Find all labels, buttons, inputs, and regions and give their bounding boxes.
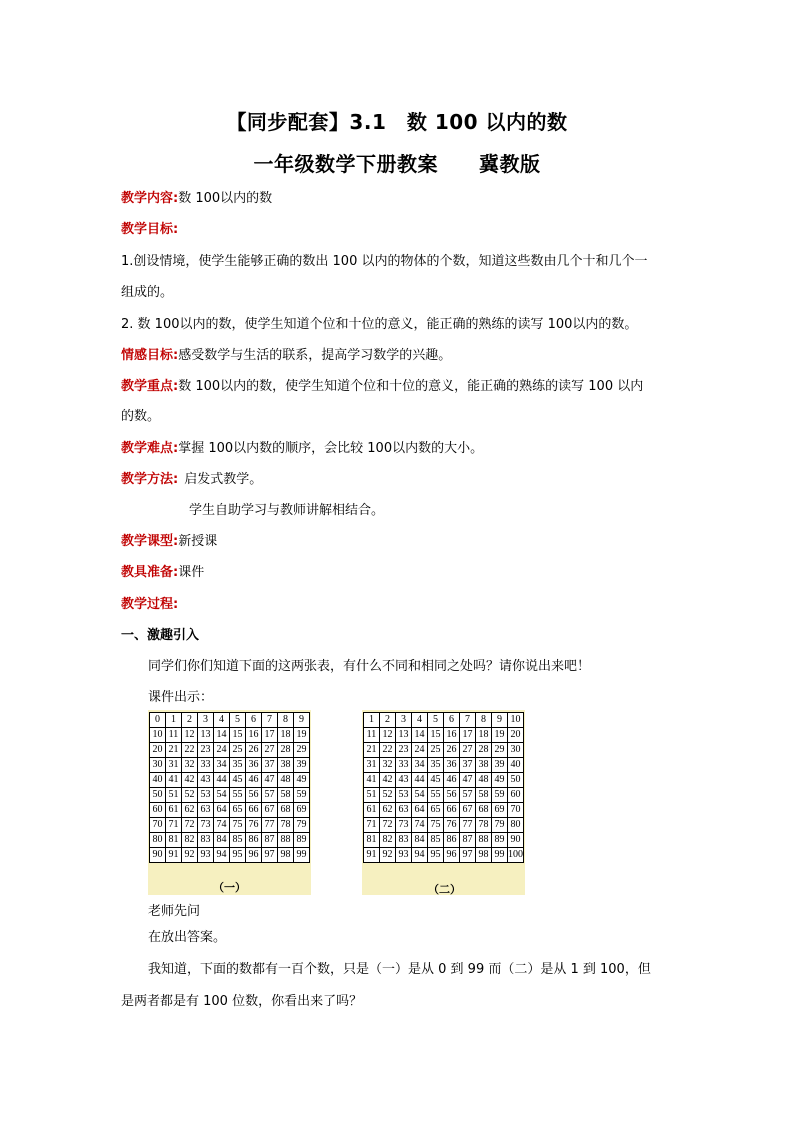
number-cell: 93 — [198, 848, 214, 863]
number-cell: 24 — [214, 743, 230, 758]
number-cell: 10 — [150, 728, 166, 743]
table-row — [150, 833, 310, 848]
number-cell: 5 — [230, 713, 246, 728]
number-cell: 78 — [278, 818, 294, 833]
difficulty-text: 掌握 100以内数的顺序，会比较 100以内数的大小。 — [178, 441, 484, 456]
number-cell: 34 — [214, 758, 230, 773]
number-cell: 97 — [262, 848, 278, 863]
number-cell: 24 — [412, 743, 428, 758]
number-cell: 25 — [230, 743, 246, 758]
number-cell: 30 — [508, 743, 524, 758]
content-label: 教学内容: — [121, 191, 179, 206]
number-cell: 76 — [444, 818, 460, 833]
give-answer-line: 在放出答案。 — [148, 930, 227, 945]
number-cell: 39 — [294, 758, 310, 773]
number-cell: 4 — [214, 713, 230, 728]
number-cell: 42 — [182, 773, 198, 788]
goals-label-line — [121, 218, 178, 237]
number-cell: 36 — [444, 758, 460, 773]
goal1-line2: 组成的。 — [121, 285, 174, 300]
number-cell: 12 — [182, 728, 198, 743]
number-cell: 2 — [380, 713, 396, 728]
number-cell: 27 — [262, 743, 278, 758]
number-cell: 11 — [166, 728, 182, 743]
number-cell: 83 — [198, 833, 214, 848]
number-cell: 38 — [278, 758, 294, 773]
table-row — [364, 833, 524, 848]
content-line — [121, 187, 272, 206]
table-row — [150, 728, 310, 743]
table-row — [150, 713, 310, 728]
table-row — [364, 818, 524, 833]
number-cell: 67 — [460, 803, 476, 818]
goals-label: 教学目标: — [121, 222, 179, 237]
number-cell: 4 — [412, 713, 428, 728]
number-cell: 42 — [380, 773, 396, 788]
number-cell: 64 — [214, 803, 230, 818]
number-cell: 22 — [182, 743, 198, 758]
number-cell: 74 — [412, 818, 428, 833]
number-cell: 57 — [262, 788, 278, 803]
method-line — [121, 468, 262, 487]
number-cell: 76 — [246, 818, 262, 833]
number-cell: 9 — [492, 713, 508, 728]
number-table-0-99 — [149, 712, 310, 863]
number-cell: 91 — [166, 848, 182, 863]
table-row — [364, 713, 524, 728]
number-cell: 7 — [460, 713, 476, 728]
number-cell: 79 — [492, 818, 508, 833]
number-cell: 44 — [214, 773, 230, 788]
number-cell: 68 — [278, 803, 294, 818]
number-cell: 94 — [412, 848, 428, 863]
number-cell: 80 — [150, 833, 166, 848]
number-cell: 48 — [278, 773, 294, 788]
number-cell: 13 — [198, 728, 214, 743]
answer-line2: 是两者都是有 100 位数，你看出来了吗？ — [121, 994, 363, 1009]
number-cell: 87 — [460, 833, 476, 848]
number-cell: 41 — [364, 773, 380, 788]
number-cell: 17 — [262, 728, 278, 743]
number-cell: 19 — [294, 728, 310, 743]
number-cell: 75 — [428, 818, 444, 833]
number-cell: 23 — [396, 743, 412, 758]
number-cell: 31 — [166, 758, 182, 773]
number-cell: 61 — [166, 803, 182, 818]
number-cell: 84 — [412, 833, 428, 848]
number-cell: 44 — [412, 773, 428, 788]
number-cell: 31 — [364, 758, 380, 773]
number-cell: 25 — [428, 743, 444, 758]
number-cell: 3 — [396, 713, 412, 728]
number-cell: 21 — [364, 743, 380, 758]
number-cell: 80 — [508, 818, 524, 833]
number-cell: 40 — [150, 773, 166, 788]
process-label: 教学过程: — [121, 597, 179, 612]
number-cell: 60 — [150, 803, 166, 818]
number-cell: 69 — [294, 803, 310, 818]
tools-label: 教具准备: — [121, 565, 179, 580]
number-cell: 54 — [412, 788, 428, 803]
number-cell: 3 — [198, 713, 214, 728]
table-row — [150, 788, 310, 803]
number-table-1-100 — [363, 712, 524, 863]
number-cell: 9 — [294, 713, 310, 728]
number-cell: 48 — [476, 773, 492, 788]
number-cell: 65 — [230, 803, 246, 818]
number-cell: 81 — [364, 833, 380, 848]
number-cell: 64 — [412, 803, 428, 818]
number-cell: 13 — [396, 728, 412, 743]
difficulty-line — [121, 437, 483, 456]
number-cell: 63 — [198, 803, 214, 818]
number-cell: 52 — [380, 788, 396, 803]
number-cell: 2 — [182, 713, 198, 728]
number-cell: 53 — [396, 788, 412, 803]
method-label: 教学方法: — [121, 472, 179, 487]
number-cell: 53 — [198, 788, 214, 803]
table-row — [150, 743, 310, 758]
number-cell: 11 — [364, 728, 380, 743]
number-cell: 86 — [246, 833, 262, 848]
number-cell: 56 — [246, 788, 262, 803]
table-row — [364, 743, 524, 758]
number-cell: 89 — [294, 833, 310, 848]
number-cell: 27 — [460, 743, 476, 758]
number-cell: 97 — [460, 848, 476, 863]
number-cell: 54 — [214, 788, 230, 803]
number-cell: 67 — [262, 803, 278, 818]
number-cell: 40 — [508, 758, 524, 773]
number-cell: 38 — [476, 758, 492, 773]
number-cell: 5 — [428, 713, 444, 728]
number-cell: 78 — [476, 818, 492, 833]
number-cell: 29 — [492, 743, 508, 758]
number-cell: 8 — [278, 713, 294, 728]
number-cell: 82 — [182, 833, 198, 848]
process-line — [121, 593, 178, 612]
number-cell: 88 — [476, 833, 492, 848]
number-cell: 95 — [230, 848, 246, 863]
emotion-text: 感受数学与生活的联系，提高学习数学的兴趣。 — [178, 348, 452, 363]
difficulty-label: 教学难点: — [121, 441, 179, 456]
number-cell: 58 — [278, 788, 294, 803]
number-cell: 72 — [182, 818, 198, 833]
number-cell: 7 — [262, 713, 278, 728]
number-cell: 91 — [364, 848, 380, 863]
table-row — [150, 773, 310, 788]
number-cell: 45 — [428, 773, 444, 788]
number-cell: 14 — [412, 728, 428, 743]
number-cell: 62 — [182, 803, 198, 818]
number-cell: 30 — [150, 758, 166, 773]
number-cell: 49 — [294, 773, 310, 788]
number-cell: 96 — [444, 848, 460, 863]
number-cell: 16 — [246, 728, 262, 743]
number-cell: 71 — [364, 818, 380, 833]
number-cell: 94 — [214, 848, 230, 863]
number-cell: 15 — [230, 728, 246, 743]
number-cell: 92 — [380, 848, 396, 863]
number-cell: 8 — [476, 713, 492, 728]
number-cell: 74 — [214, 818, 230, 833]
number-cell: 81 — [166, 833, 182, 848]
number-cell: 21 — [166, 743, 182, 758]
document-subtitle: 一年级数学下册教案 冀教版 — [253, 152, 541, 176]
number-cell: 0 — [150, 713, 166, 728]
number-cell: 36 — [246, 758, 262, 773]
number-cell: 18 — [476, 728, 492, 743]
method-line2: 学生自助学习与教师讲解相结合。 — [189, 503, 385, 518]
number-cell: 12 — [380, 728, 396, 743]
number-cell: 43 — [198, 773, 214, 788]
tools-line — [121, 561, 204, 580]
number-cell: 79 — [294, 818, 310, 833]
number-cell: 96 — [246, 848, 262, 863]
emotion-line — [121, 344, 451, 363]
number-cell: 92 — [182, 848, 198, 863]
number-cell: 18 — [278, 728, 294, 743]
number-cell: 33 — [396, 758, 412, 773]
number-cell: 46 — [246, 773, 262, 788]
number-cell: 41 — [166, 773, 182, 788]
type-line — [121, 530, 217, 549]
number-cell: 45 — [230, 773, 246, 788]
number-cell: 34 — [412, 758, 428, 773]
number-cell: 23 — [198, 743, 214, 758]
number-cell: 90 — [150, 848, 166, 863]
question-line: 同学们你们知道下面的这两张表，有什么不同和相同之处吗？请你说出来吧！ — [148, 659, 591, 674]
number-cell: 50 — [508, 773, 524, 788]
number-cell: 72 — [380, 818, 396, 833]
content-text: 数 100以内的数 — [178, 191, 273, 206]
number-tables-figure — [148, 710, 525, 895]
method-text: 启发式教学。 — [184, 472, 263, 487]
number-cell: 100 — [508, 848, 524, 863]
goal1-line1: 1.创设情境，使学生能够正确的数出 100 以内的物体的个数，知道这些数由几个十和几个一 — [121, 254, 648, 269]
number-cell: 28 — [476, 743, 492, 758]
number-cell: 73 — [396, 818, 412, 833]
number-cell: 49 — [492, 773, 508, 788]
number-cell: 26 — [246, 743, 262, 758]
number-cell: 22 — [380, 743, 396, 758]
number-cell: 57 — [460, 788, 476, 803]
tools-text: 课件 — [178, 565, 205, 580]
number-cell: 29 — [294, 743, 310, 758]
key-label: 教学重点: — [121, 379, 179, 394]
number-cell: 47 — [460, 773, 476, 788]
number-cell: 71 — [166, 818, 182, 833]
number-cell: 66 — [444, 803, 460, 818]
number-cell: 68 — [476, 803, 492, 818]
number-cell: 47 — [262, 773, 278, 788]
number-cell: 60 — [508, 788, 524, 803]
goal2-line: 2. 数 100以内的数，使学生知道个位和十位的意义，能正确的熟练的读写 100以内的数。 — [121, 317, 638, 332]
table-row — [364, 803, 524, 818]
number-cell: 66 — [246, 803, 262, 818]
number-cell: 1 — [166, 713, 182, 728]
number-cell: 32 — [182, 758, 198, 773]
show-line: 课件出示： — [148, 690, 214, 705]
number-cell: 62 — [380, 803, 396, 818]
number-cell: 73 — [198, 818, 214, 833]
number-cell: 59 — [492, 788, 508, 803]
number-cell: 35 — [230, 758, 246, 773]
number-cell: 75 — [230, 818, 246, 833]
number-cell: 51 — [364, 788, 380, 803]
number-cell: 89 — [492, 833, 508, 848]
table-row — [364, 773, 524, 788]
number-cell: 93 — [396, 848, 412, 863]
number-cell: 63 — [396, 803, 412, 818]
number-cell: 46 — [444, 773, 460, 788]
number-cell: 86 — [444, 833, 460, 848]
teacher-ask-line: 老师先问 — [148, 904, 201, 919]
number-cell: 17 — [460, 728, 476, 743]
answer-line1: 我知道，下面的数都有一百个数，只是（一）是从 0 到 99 而（二）是从 1 到 100，但 — [148, 962, 651, 977]
type-text: 新授课 — [178, 534, 218, 549]
number-cell: 69 — [492, 803, 508, 818]
number-cell: 1 — [364, 713, 380, 728]
number-cell: 58 — [476, 788, 492, 803]
number-cell: 6 — [444, 713, 460, 728]
number-cell: 39 — [492, 758, 508, 773]
number-cell: 61 — [364, 803, 380, 818]
number-cell: 98 — [278, 848, 294, 863]
number-cell: 14 — [214, 728, 230, 743]
key-line — [121, 375, 643, 394]
number-cell: 37 — [460, 758, 476, 773]
table-row — [364, 788, 524, 803]
number-cell: 19 — [492, 728, 508, 743]
number-cell: 99 — [294, 848, 310, 863]
number-cell: 85 — [230, 833, 246, 848]
number-cell: 88 — [278, 833, 294, 848]
number-cell: 15 — [428, 728, 444, 743]
number-cell: 99 — [492, 848, 508, 863]
table1-caption: （一） — [213, 881, 246, 894]
number-cell: 55 — [230, 788, 246, 803]
number-cell: 6 — [246, 713, 262, 728]
number-cell: 70 — [508, 803, 524, 818]
number-cell: 10 — [508, 713, 524, 728]
number-cell: 55 — [428, 788, 444, 803]
number-cell: 82 — [380, 833, 396, 848]
number-cell: 83 — [396, 833, 412, 848]
number-cell: 95 — [428, 848, 444, 863]
table-row — [150, 848, 310, 863]
table2-caption: （二） — [428, 883, 461, 896]
number-cell: 77 — [460, 818, 476, 833]
section-heading: 一、激趣引入 — [121, 628, 200, 643]
emotion-label: 情感目标: — [121, 348, 179, 363]
number-cell: 43 — [396, 773, 412, 788]
number-cell: 98 — [476, 848, 492, 863]
number-cell: 84 — [214, 833, 230, 848]
table-row — [364, 728, 524, 743]
number-cell: 28 — [278, 743, 294, 758]
number-cell: 32 — [380, 758, 396, 773]
number-cell: 85 — [428, 833, 444, 848]
number-cell: 35 — [428, 758, 444, 773]
table-row — [364, 758, 524, 773]
table-row — [150, 758, 310, 773]
document-title: 【同步配套】3.1 数 100 以内的数 — [226, 110, 568, 134]
number-cell: 16 — [444, 728, 460, 743]
type-label: 教学课型: — [121, 534, 179, 549]
number-cell: 65 — [428, 803, 444, 818]
number-cell: 50 — [150, 788, 166, 803]
key-line2: 的数。 — [121, 409, 161, 424]
number-cell: 51 — [166, 788, 182, 803]
key-text: 数 100以内的数，使学生知道个位和十位的意义，能正确的熟练的读写 100 以内 — [178, 379, 644, 394]
number-cell: 20 — [508, 728, 524, 743]
number-cell: 52 — [182, 788, 198, 803]
number-cell: 77 — [262, 818, 278, 833]
number-cell: 59 — [294, 788, 310, 803]
number-cell: 56 — [444, 788, 460, 803]
number-cell: 33 — [198, 758, 214, 773]
table-row — [150, 818, 310, 833]
number-cell: 87 — [262, 833, 278, 848]
table-row — [150, 803, 310, 818]
table-row — [364, 848, 524, 863]
number-cell: 20 — [150, 743, 166, 758]
number-cell: 26 — [444, 743, 460, 758]
number-cell: 37 — [262, 758, 278, 773]
number-cell: 90 — [508, 833, 524, 848]
number-cell: 70 — [150, 818, 166, 833]
